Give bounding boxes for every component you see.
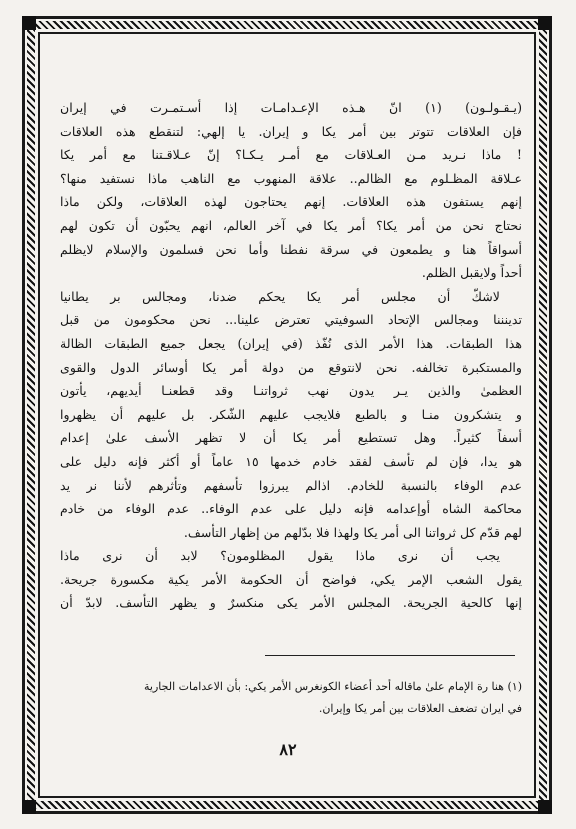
- frame-corner-ornament: [22, 16, 36, 30]
- body-line: لهم قدّم كل ثرواتنا الى أمر يكا ولهذا فلا بدّلهم من إظهار التأسف.: [183, 524, 522, 540]
- frame-corner-ornament: [538, 16, 552, 30]
- body-line: لاشكّ أن مجلس أمر يكا يحكم ضدنا، ومجالس بر يطانيا: [60, 288, 500, 304]
- body-line: نحتاج نحن من أمر يكا؟ أمر يكا في آخر العالم، انهم يحبّون أن تكون لهم: [60, 217, 522, 233]
- footnote-line: في ايران تضعف العلاقات بين أمر يكا وإيران.: [318, 702, 522, 715]
- body-line: هو يدا، فإن لم تأسف لفقد خادم خدمها ١٥ عاماً أو أكثر فإنه دليل على: [60, 453, 522, 469]
- body-line: إنهم يستفون هذه العلاقات. إنهم يحتاجون لهذه العلاقات، ولكن ماذا: [60, 194, 522, 210]
- footnote: [60, 676, 522, 720]
- body-line: أحداً ولايقبل الظلم.: [421, 265, 522, 281]
- footnote-separator: [265, 655, 515, 656]
- footnote-line: (١) هنا رة الإمام علىٰ ماقاله أحد أعضاء الكونغرس الأمر يكي: بأن الاعدامات الجارية: [144, 680, 522, 693]
- body-line: أسواقاً هنا و يطمعون في سرقة نفطنا وأما نحن فسلمون والإسلام لايظلم: [60, 241, 522, 257]
- page-number: ٨٢: [279, 740, 297, 759]
- body-line: تدينننا ومجالس الإتحاد السوفيتي تعترض علينا... نحن محكومون من قبل: [60, 312, 522, 328]
- body-line: أسفاً كثيراً. وهل تستطيع أمر يكا أن لا تظهر الأسف علىٰ إعدام: [60, 430, 522, 446]
- body-line: و يتشكرون منـا و بالطبع فلايجب عليهم الشّكر. بل عليهم أن يظهروا: [60, 406, 522, 422]
- body-line: (يـقـولـون) (١) انّ هـذه الإعـدامـات إذا أسـتمـرت في إيران: [60, 100, 522, 115]
- frame-corner-ornament: [538, 800, 552, 814]
- body-line: هذا الطبقات. هذا الأمر الذى نُفّذ (في إيران) يجعل جميع الطبقات الظالة: [60, 335, 522, 351]
- body-line: يجب أن نرى ماذا يقول المظلومون؟ لابد أن نرى ماذا: [60, 548, 500, 564]
- body-text: [60, 96, 522, 615]
- body-line: والمستكبرة تخالفه. نحن لانتوقع من دولة أمر يكا أوسائر الدول والقوى: [60, 359, 522, 375]
- body-line: ! ماذا نـريد مـن العـلاقات مع أمـر يـكـا؟ إنّ عـلاقـتنا مع أمر يكا: [60, 147, 522, 163]
- body-line: عدم الوفاء بالنسبة للخادم. اذالم يبرزوا تأسفهم وتأثرهم لأننا نر يد: [60, 477, 522, 493]
- body-line: يقول الشعب الإمر يكي، فواضح أن الحكومة الأمر يكية مكسورة جريحة.: [60, 571, 522, 587]
- body-line: عـلاقة المظـلوم مع الظالم.. علاقة المنهوب مع الناهب ماذا نستفيد منها؟: [60, 170, 522, 186]
- frame-corner-ornament: [22, 800, 36, 814]
- body-line: محاكمة الشاه أوإعدامه فإنه دليل على عدم الوفاء.. عدم الوفاء من خادم: [60, 501, 522, 517]
- body-line: العظمىٰ والذين يـر يدون نهب ثرواتنـا وقد قطعنـا أيديهم، يأتون: [60, 383, 522, 399]
- body-line: إنها كالحية الجريحة. المجلس الأمر يكى منكسرٌ و يظهر التأسف. لابدّ أن: [60, 595, 522, 611]
- body-line: فإن العلاقات تتوتر بين أمر يكا و إيران. يا إلهي: لتنقطع هذه العلاقات: [60, 123, 522, 139]
